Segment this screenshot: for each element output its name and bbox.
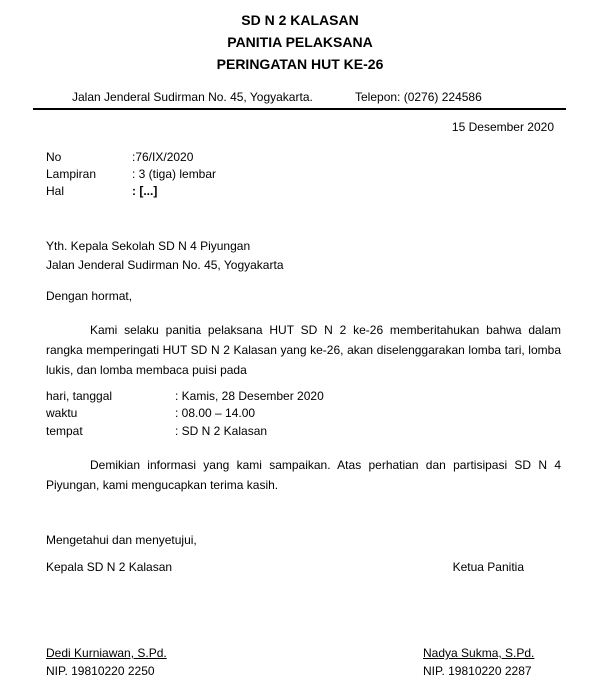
event-label: waktu [46, 406, 78, 420]
signer-right-title: Ketua Panitia [452, 560, 524, 574]
event-value: : SD N 2 Kalasan [175, 424, 268, 438]
meta-label: No [46, 150, 62, 164]
letter-date: 15 Desember 2020 [451, 120, 554, 134]
event-value: : 08.00 – 14.00 [175, 406, 256, 420]
meta-label: Hal [46, 184, 65, 198]
body-intro: Kami selaku panitia pelaksana HUT SD N 2 ke-26 memberitahukan bahwa dalam rangka memperingati HUT SD N 2 Kalasan yang ke-26, akan diselenggarakan lomba tari, lomba lukis, dan lomba membaca puisi pada [46, 323, 561, 377]
letterhead-address: Jalan Jenderal Sudirman No. 45, Yogyakarta. [72, 90, 313, 104]
meta-value: : 3 (tiga) lembar [132, 167, 217, 181]
closing-paragraph: Demikian informasi yang kami sampaikan. Atas perhatian dan partisipasi SD N 4 Piyungan, kami mengucapkan terima kasih. [46, 458, 561, 492]
meta-value: :76/IX/2020 [132, 150, 194, 164]
signer-left-name: Dedi Kurniawan, S.Pd. [46, 646, 167, 660]
signer-right-nip: NIP. 19810220 2287 [423, 664, 532, 678]
letterhead-divider [33, 108, 566, 110]
signer-right-name: Nadya Sukma, S.Pd. [423, 646, 535, 660]
signer-left-title: Kepala SD N 2 Kalasan [46, 560, 173, 574]
greeting: Dengan hormat, [46, 289, 133, 303]
meta-label: Lampiran [46, 167, 97, 181]
letterhead-committee: PANITIA PELAKSANA [227, 34, 373, 50]
letterhead-event: PERINGATAN HUT KE-26 [216, 56, 384, 72]
letterhead-school-name: SD N 2 KALASAN [241, 12, 359, 28]
event-value: : Kamis, 28 Desember 2020 [175, 389, 324, 403]
signer-left-nip: NIP. 19810220 2250 [46, 664, 155, 678]
meta-value: : [...] [132, 184, 158, 198]
letterhead-phone: Telepon: (0276) 224586 [355, 90, 482, 104]
event-label: tempat [46, 424, 83, 438]
event-label: hari, tanggal [46, 389, 113, 403]
recipient-line2: Jalan Jenderal Sudirman No. 45, Yogyakarta [46, 258, 284, 272]
recipient-line1: Yth. Kepala Sekolah SD N 4 Piyungan [46, 239, 251, 253]
acknowledged: Mengetahui dan menyetujui, [46, 533, 197, 547]
